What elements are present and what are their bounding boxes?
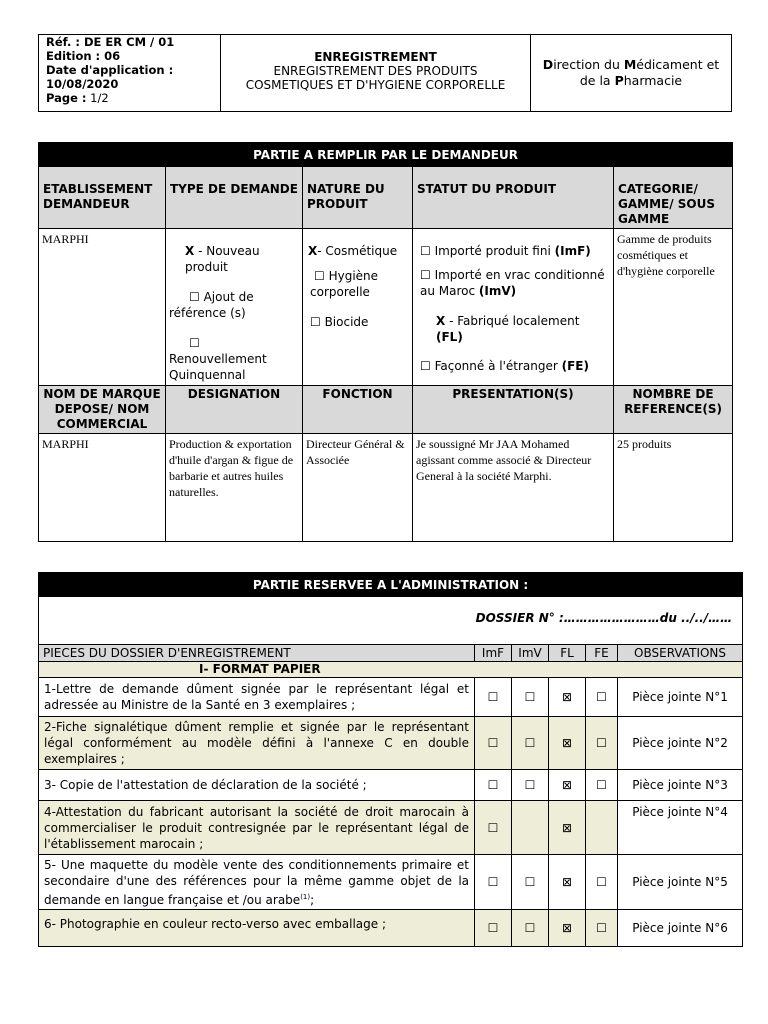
- col-pieces: PIECES DU DOSSIER D'ENREGISTREMENT: [39, 645, 475, 662]
- importe-fini-label: ☐ Importé produit fini: [420, 244, 555, 258]
- col-observations: OBSERVATIONS: [618, 645, 743, 662]
- piece-4-imf-checkbox[interactable]: ☐: [475, 801, 512, 855]
- piece-3-imf-checkbox[interactable]: ☐: [475, 770, 512, 801]
- piece-1-imf-checkbox[interactable]: ☐: [475, 678, 512, 717]
- importe-vrac-option[interactable]: [416, 259, 610, 299]
- fabrique-localement-mark: X: [436, 314, 446, 328]
- importe-vrac-code: (ImV): [478, 284, 517, 298]
- marque-value: MARPHI: [39, 434, 166, 542]
- piece-4-observation: Pièce jointe N°4: [618, 801, 743, 855]
- faconne-etranger-code: (FE): [561, 359, 589, 373]
- table-row: [39, 717, 743, 770]
- renouvellement-option[interactable]: ☐ Renouvellement Quinquennal: [169, 336, 267, 382]
- table-row: [39, 855, 743, 910]
- piece-3-imv-checkbox[interactable]: ☐: [512, 770, 549, 801]
- table-row: [39, 910, 743, 947]
- piece-6-text: 6- Photographie en couleur recto-verso avec emballage ;: [39, 910, 475, 947]
- nature-produit-cell: [303, 229, 413, 386]
- header-designation: DESIGNATION: [166, 386, 303, 434]
- direction-initial-d: D: [542, 57, 554, 72]
- piece-2-observation: Pièce jointe N°2: [618, 717, 743, 770]
- direction-text-3: de la: [579, 73, 615, 88]
- col-imv: ImV: [512, 645, 549, 662]
- ajout-reference-option[interactable]: ☐ Ajout de référence (s): [169, 290, 254, 320]
- col-fe: FE: [586, 645, 618, 662]
- header-nom-marque: NOM DE MARQUE DEPOSE/ NOM COMMERCIAL: [39, 386, 166, 434]
- hygiene-option[interactable]: ☐ Hygiène corporelle: [310, 269, 379, 299]
- piece-4-imv-cell: [512, 801, 549, 855]
- piece-6-imv-checkbox[interactable]: ☐: [512, 910, 549, 947]
- header-nombre-reference: NOMBRE DE REFERENCE(S): [614, 386, 733, 434]
- piece-6-fe-checkbox[interactable]: ☐: [586, 910, 618, 947]
- document-subtitle-1: ENREGISTREMENT DES PRODUITS: [273, 64, 478, 78]
- piece-6-imf-checkbox[interactable]: ☐: [475, 910, 512, 947]
- header-nature-produit: NATURE DU PRODUIT: [303, 167, 413, 229]
- importe-fini-option[interactable]: [416, 231, 610, 259]
- direction-initial-m: M: [623, 57, 637, 72]
- document-title: ENREGISTREMENT: [314, 50, 437, 64]
- application-date: 10/08/2020: [46, 77, 119, 91]
- piece-5-text: [39, 855, 475, 910]
- table-row: [39, 770, 743, 801]
- piece-3-observation: Pièce jointe N°3: [618, 770, 743, 801]
- piece-4-fe-cell: [586, 801, 618, 855]
- piece-5-imf-checkbox[interactable]: ☐: [475, 855, 512, 910]
- piece-3-text: 3- Copie de l'attestation de déclaration de la société ;: [39, 770, 475, 801]
- piece-2-imf-checkbox[interactable]: ☐: [475, 717, 512, 770]
- header-type-demande: TYPE DE DEMANDE: [166, 167, 303, 229]
- piece-1-observation: Pièce jointe N°1: [618, 678, 743, 717]
- table-row: [39, 678, 743, 717]
- piece-6-fl-checkbox[interactable]: ⊠: [549, 910, 586, 947]
- header-statut-produit: STATUT DU PRODUIT: [413, 167, 614, 229]
- document-header: [38, 34, 732, 112]
- applicant-section: [38, 142, 733, 542]
- designation-value: Production & exportation d'huile d'argan & figue de barbarie et autres huiles naturelles.: [166, 434, 303, 542]
- header-presentation: PRESENTATION(S): [413, 386, 614, 434]
- reference: Réf. : DE ER CM / 01: [46, 35, 175, 49]
- piece-4-text: 4-Attestation du fabricant autorisant la société de droit marocain à commercialiser le produit contresignée par le représentant légal de l'établissement marocain ;: [39, 801, 475, 855]
- presentation-value: Je soussigné Mr JAA Mohamed agissant comme associé & Directeur General à la société Marphi.: [413, 434, 614, 542]
- application-date-label: Date d'application :: [46, 63, 174, 77]
- direction-text-1: irection du: [553, 57, 624, 72]
- page-number: 1/2: [90, 91, 109, 105]
- piece-5-imv-checkbox[interactable]: ☐: [512, 855, 549, 910]
- etablissement-value: MARPHI: [39, 229, 166, 386]
- applicant-section-title: PARTIE A REMPLIR PAR LE DEMANDEUR: [39, 143, 733, 167]
- piece-2-text: 2-Fiche signalétique dûment remplie et signée par le représentant légal conformément au modèle défini à l'annexe C en double exemplaires ;: [39, 717, 475, 770]
- fabrique-localement-label: - Fabriqué localement: [445, 314, 580, 328]
- piece-5-footnote-ref: (1): [300, 892, 311, 901]
- importe-vrac-label: ☐ Importé en vrac conditionné au Maroc: [420, 268, 605, 298]
- piece-5-tail: ;: [310, 892, 315, 907]
- piece-5-fl-checkbox[interactable]: ⊠: [549, 855, 586, 910]
- fabrique-localement-option[interactable]: [416, 299, 610, 345]
- piece-2-imv-checkbox[interactable]: ☐: [512, 717, 549, 770]
- cosmetique-mark[interactable]: X: [308, 244, 318, 258]
- piece-4-fl-checkbox[interactable]: ⊠: [549, 801, 586, 855]
- piece-1-fl-checkbox[interactable]: ⊠: [549, 678, 586, 717]
- piece-2-fe-checkbox[interactable]: ☐: [586, 717, 618, 770]
- nombre-reference-value: 25 produits: [614, 434, 733, 542]
- page-label: Page :: [46, 91, 87, 105]
- administration-section-title: PARTIE RESERVEE A L'ADMINISTRATION :: [39, 573, 743, 597]
- statut-produit-cell: [413, 229, 614, 386]
- direction-initial-p: P: [614, 73, 624, 88]
- piece-1-imv-checkbox[interactable]: ☐: [512, 678, 549, 717]
- document-title-block: [221, 35, 531, 111]
- piece-3-fl-checkbox[interactable]: ⊠: [549, 770, 586, 801]
- faconne-etranger-option[interactable]: [416, 345, 610, 374]
- piece-3-fe-checkbox[interactable]: ☐: [586, 770, 618, 801]
- nouveau-produit-mark[interactable]: X: [185, 244, 195, 258]
- piece-5-observation: Pièce jointe N°5: [618, 855, 743, 910]
- col-imf: ImF: [475, 645, 512, 662]
- format-papier-title: I- FORMAT PAPIER: [39, 662, 743, 678]
- piece-5-main-text: 5- Une maquette du modèle vente des conditionnements primaire et secondaire d'une des références pour la même gamme objet de la demande en langue française et /ou arabe: [44, 857, 469, 907]
- edition: Edition : 06: [46, 49, 121, 63]
- header-fonction: FONCTION: [303, 386, 413, 434]
- piece-1-text: 1-Lettre de demande dûment signée par le représentant légal et adressée au Ministre de la Santé en 3 exemplaires ;: [39, 678, 475, 717]
- nouveau-produit-label: - Nouveau produit: [185, 244, 260, 274]
- reference-block: [39, 35, 221, 111]
- cosmetique-label: - Cosmétique: [317, 244, 398, 258]
- col-fl: FL: [549, 645, 586, 662]
- type-demande-cell: [166, 229, 303, 386]
- importe-fini-code: (ImF): [554, 244, 591, 258]
- direction-text-4: harmacie: [623, 73, 683, 88]
- table-row: [39, 801, 743, 855]
- header-categorie: CATEGORIE/ GAMME/ SOUS GAMME: [614, 167, 733, 229]
- header-etablissement: ETABLISSEMENT DEMANDEUR: [39, 167, 166, 229]
- direction-text-2: édicament et: [636, 57, 720, 72]
- categorie-value: Gamme de produits cosmétiques et d'hygiène corporelle: [614, 229, 733, 386]
- fabrique-localement-code: (FL): [436, 330, 463, 344]
- administration-section: [38, 572, 743, 947]
- piece-5-fe-checkbox[interactable]: ☐: [586, 855, 618, 910]
- piece-2-fl-checkbox[interactable]: ⊠: [549, 717, 586, 770]
- dossier-number: DOSSIER N° :……………………du ../../……: [39, 597, 743, 645]
- faconne-etranger-label: ☐ Façonné à l'étranger: [420, 359, 562, 373]
- piece-6-observation: Pièce jointe N°6: [618, 910, 743, 947]
- biocide-option[interactable]: ☐ Biocide: [310, 315, 369, 329]
- piece-1-fe-checkbox[interactable]: ☐: [586, 678, 618, 717]
- direction-block: [531, 35, 731, 111]
- document-subtitle-2: COSMETIQUES ET D'HYGIENE CORPORELLE: [245, 78, 506, 92]
- fonction-value: Directeur Général & Associée: [303, 434, 413, 542]
